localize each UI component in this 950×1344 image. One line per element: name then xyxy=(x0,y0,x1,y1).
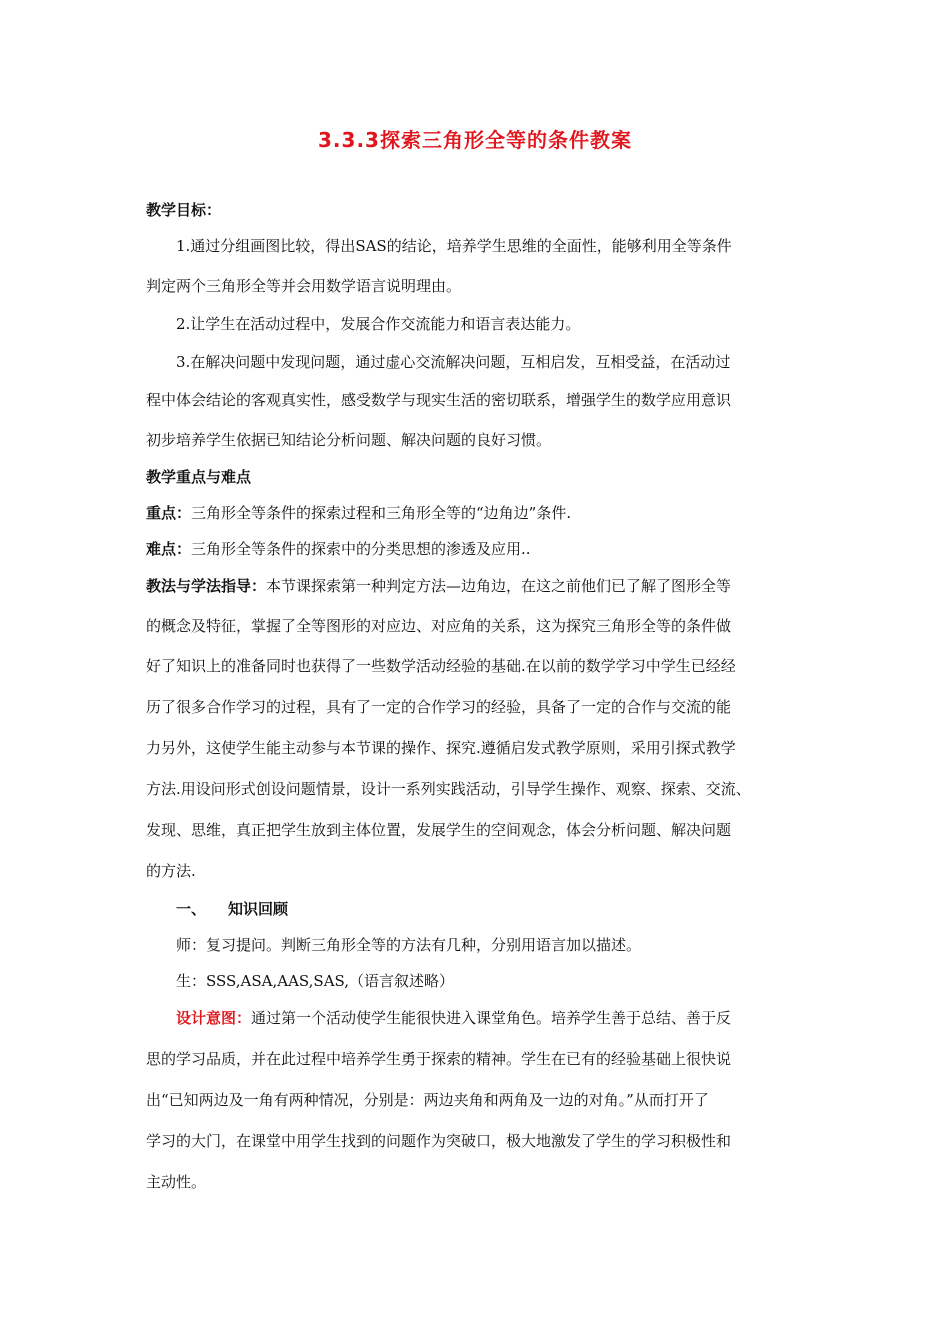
objective-line: 程中体会结论的客观真实性，感受数学与现实生活的密切联系，增强学生的数学应用意识 xyxy=(146,391,732,409)
method-text: 本节课探索第一种判定方法—边角边，在这之前他们已了解了图形全等 xyxy=(266,577,732,595)
student-line: 生：SSS,ASA,AAS,SAS,（语言叙述略） xyxy=(176,972,455,990)
method-row xyxy=(146,576,826,596)
objective-line: 判定两个三角形全等并会用数学语言说明理由。 xyxy=(146,277,462,295)
key-points-heading: 教学重点与难点 xyxy=(146,468,252,486)
key-text: 三角形全等条件的探索过程和三角形全等的“边角边”条件. xyxy=(191,504,572,522)
method-line: 力另外，这使学生能主动参与本节课的操作、探究.遵循启发式教学原则，采用引探式教学 xyxy=(146,739,736,757)
design-line: 思的学习品质，并在此过程中培养学生勇于探索的精神。学生在已有的经验基础上很快说 xyxy=(146,1050,732,1068)
design-row xyxy=(176,1008,856,1028)
objective-line: 1.通过分组画图比较，得出SAS的结论，培养学生思维的全面性，能够利用全等条件 xyxy=(176,237,732,255)
section-title: 知识回顾 xyxy=(228,900,289,918)
hard-point-row xyxy=(146,539,826,559)
document-title: 3.3.3探索三角形全等的条件教案 xyxy=(318,128,632,152)
method-line: 的方法. xyxy=(146,862,196,880)
objective-line: 初步培养学生依据已知结论分析问题、解决问题的良好习惯。 xyxy=(146,431,552,449)
objectives-heading: 教学目标： xyxy=(146,201,222,219)
method-line: 的概念及特征，掌握了全等图形的对应边、对应角的关系，这为探究三角形全等的条件做 xyxy=(146,617,732,635)
method-line: 方法.用设问形式创设问题情景，设计一系列实践活动，引导学生操作、观察、探索、交流、 xyxy=(146,780,751,798)
objective-line: 2.让学生在活动过程中，发展合作交流能力和语言表达能力。 xyxy=(176,315,581,333)
design-line: 学习的大门，在课堂中用学生找到的问题作为突破口，极大地激发了学生的学习积极性和 xyxy=(146,1132,732,1150)
objective-line: 3.在解决问题中发现问题，通过虚心交流解决问题，互相启发，互相受益，在活动过 xyxy=(176,353,731,371)
design-label: 设计意图： xyxy=(176,1009,252,1027)
method-line: 好了知识上的准备同时也获得了一些数学活动经验的基础.在以前的数学学习中学生已经经 xyxy=(146,657,736,675)
method-line: 发现、思维，真正把学生放到主体位置，发展学生的空间观念，体会分析问题、解决问题 xyxy=(146,821,732,839)
section-number: 一、 xyxy=(176,900,207,918)
hard-label: 难点： xyxy=(146,540,192,558)
section-heading xyxy=(176,899,856,919)
method-label: 教法与学法指导： xyxy=(146,577,267,595)
design-line: 出“已知两边及一角有两种情况，分别是：两边夹角和两角及一边的对角。”从而打开了 xyxy=(146,1091,709,1109)
design-line: 主动性。 xyxy=(146,1173,207,1191)
key-point-row xyxy=(146,503,826,523)
teacher-line: 师：复习提问。判断三角形全等的方法有几种，分别用语言加以描述。 xyxy=(176,936,642,954)
key-label: 重点： xyxy=(146,504,192,522)
hard-text: 三角形全等条件的探索中的分类思想的渗透及应用.. xyxy=(191,540,531,558)
design-text: 通过第一个活动使学生能很快进入课堂角色。培养学生善于总结、善于反 xyxy=(251,1009,732,1027)
method-line: 历了很多合作学习的过程，具有了一定的合作学习的经验，具备了一定的合作与交流的能 xyxy=(146,698,732,716)
